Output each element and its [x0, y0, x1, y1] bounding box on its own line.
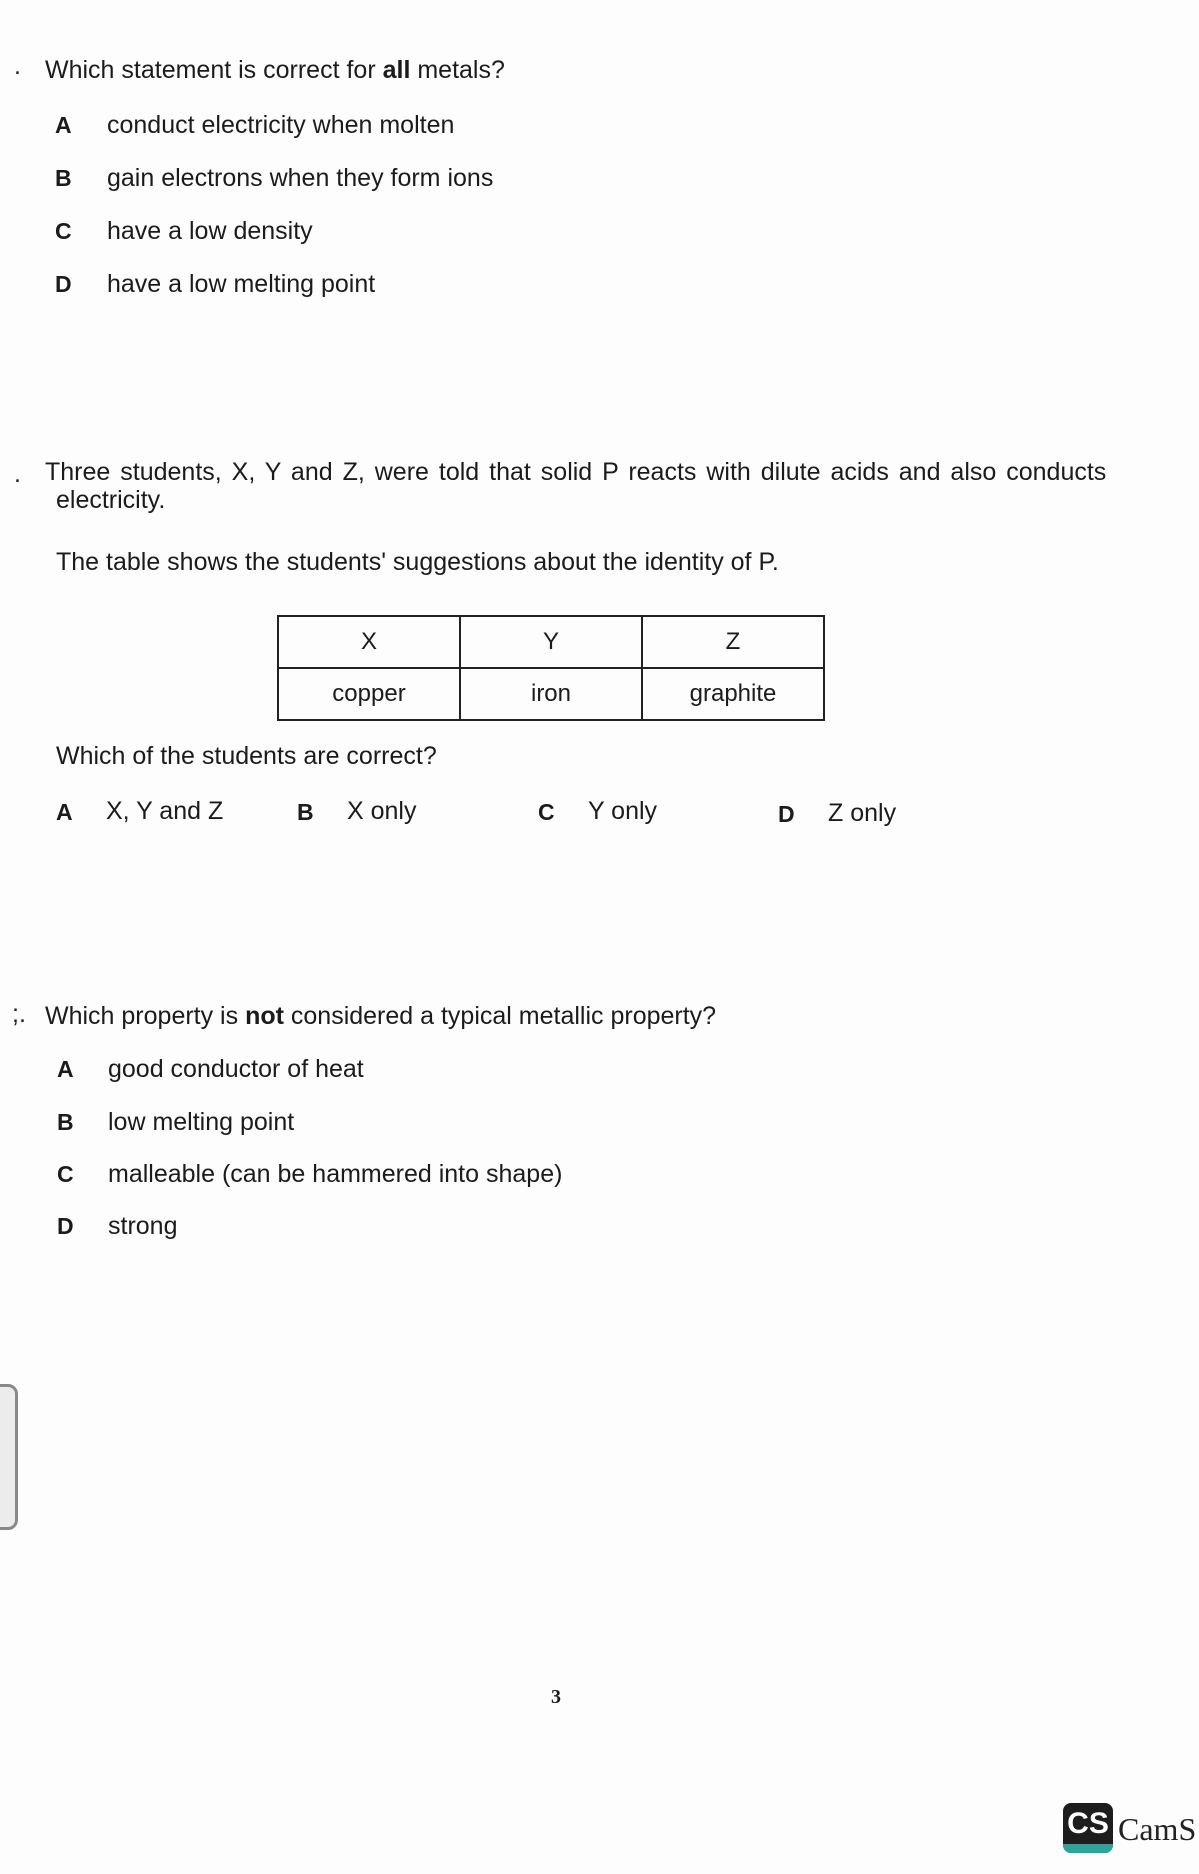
- camscanner-brand-text: CamS: [1118, 1811, 1197, 1847]
- table-header-z: Z: [642, 616, 824, 668]
- q3-option-b-text: low melting point: [108, 1108, 295, 1136]
- q2-option-d-letter: D: [778, 801, 795, 827]
- table-header-y: Y: [460, 616, 642, 668]
- q2-option-c-letter: C: [538, 799, 555, 825]
- page-number: 3: [551, 1686, 561, 1708]
- table-header-x: X: [278, 616, 460, 668]
- q1-option-b-letter: B: [55, 165, 72, 191]
- q3-stem-pre: Which property is: [45, 1002, 246, 1030]
- q2-stem-line2: electricity.: [56, 486, 166, 514]
- q1-option-a-text: conduct electricity when molten: [107, 111, 455, 139]
- table-cell-z: graphite: [642, 668, 824, 720]
- camscanner-badge-bar: [1063, 1844, 1113, 1853]
- q3-option-d-text: strong: [108, 1212, 178, 1240]
- q2-question: Which of the students are correct?: [56, 742, 437, 770]
- q2-option-b-letter: B: [297, 799, 314, 825]
- q1-option-b-text: gain electrons when they form ions: [107, 164, 494, 192]
- q2-option-d-text: Z only: [828, 799, 897, 827]
- camscanner-badge-text: CS: [1067, 1807, 1109, 1840]
- q2-intro: The table shows the students' suggestions about the identity of P.: [56, 548, 779, 576]
- q3-stem-bold: not: [245, 1002, 284, 1030]
- q2-option-a-letter: A: [56, 799, 73, 825]
- q2-marker: .: [14, 460, 21, 488]
- q3-marker: ;.: [12, 1000, 26, 1028]
- q3-option-a-text: good conductor of heat: [108, 1055, 364, 1083]
- q1-option-a-letter: A: [55, 112, 72, 138]
- q2-option-b-text: X only: [347, 797, 417, 825]
- q1-option-c-text: have a low density: [107, 217, 313, 245]
- q3-option-c-text: malleable (can be hammered into shape): [108, 1160, 563, 1188]
- q1-option-d-text: have a low melting point: [107, 270, 376, 298]
- q1-stem-post: metals?: [410, 56, 505, 84]
- q3-option-c-letter: C: [57, 1161, 74, 1187]
- q1-stem: [45, 56, 505, 85]
- table-header-row: [278, 616, 824, 668]
- q1-stem-pre: Which statement is correct for: [45, 56, 383, 84]
- q2-option-a-text: X, Y and Z: [106, 797, 224, 825]
- q2-option-c-text: Y only: [588, 797, 658, 825]
- side-scroll-tab[interactable]: [0, 1384, 18, 1530]
- q1-marker: .: [14, 52, 21, 80]
- q3-stem-post: considered a typical metallic property?: [283, 1002, 717, 1030]
- q3-option-d-letter: D: [57, 1213, 74, 1239]
- q1-option-c-letter: C: [55, 218, 72, 244]
- q3-option-a-letter: A: [57, 1056, 74, 1082]
- table-cell-y: iron: [460, 668, 642, 720]
- table-cell-x: copper: [278, 668, 460, 720]
- camscanner-logo-icon: [1063, 1803, 1113, 1853]
- students-table: [277, 615, 825, 721]
- q1-stem-bold: all: [382, 56, 411, 84]
- q3-stem: [45, 1002, 716, 1031]
- q2-stem-line1: Three students, X, Y and Z, were told that solid P reacts with dilute acids and also conducts: [45, 458, 1107, 486]
- q3-option-b-letter: B: [57, 1109, 74, 1135]
- table-row: [278, 668, 824, 720]
- q1-option-d-letter: D: [55, 271, 72, 297]
